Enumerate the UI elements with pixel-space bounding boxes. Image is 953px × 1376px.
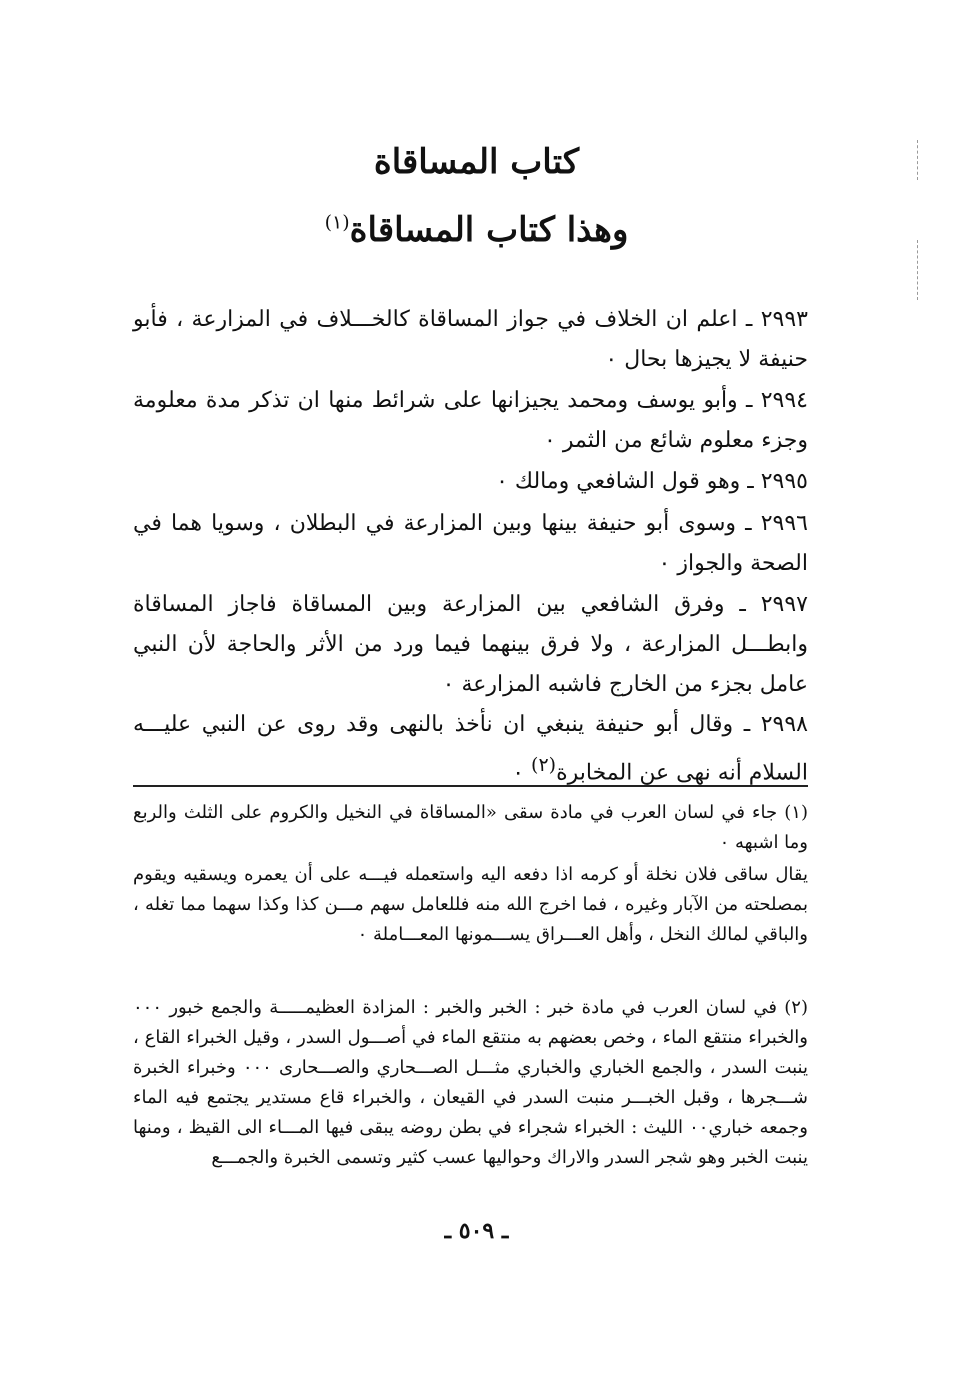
- footnote-separator: [133, 785, 808, 787]
- book-subtitle: [0, 210, 953, 250]
- footnote-1: (١) جاء في لسان العرب في مادة سقى «المساقاة في النخيل والكروم على الثلث والربع وما اشبهه ٠: [133, 802, 808, 853]
- footnote-2: (٢) في لسان العرب في مادة خبر : الخبر والخبر : المزادة العظيمـــــة والجمع خبور ٠٠٠ والخبراء منتقع الماء ، وخص بعضهم به منتقع الماء في أصـــول السدر ، وقيل الخبراء القاع ، ينبت السدر ، والجمع الخباري والخباري مثـــل الصـــحاري والصـــحارى ٠٠٠ وخبراء الخبرة شـــجرها ، وقبل الخبـــر منبت السدر في القيعان ، والخبراء قاع مستدير يجتمع فيه الماء وجمعه خباري٠٠ الليث : الخبراء شجراء في بطن روضه يبقى فيها المـــاء الى القيظ ، ومنها ينبت الخبر وهو شجر السدر والاراك وحواليها عسب كثير وتسمى الخبرة والجمـــع: [133, 997, 809, 1168]
- book-title: كتاب المساقاة: [373, 142, 580, 182]
- paragraph-2996: ٢٩٩٦ ـ وسوى أبو حنيفة بينها وبين المزارعة في البطلان ، وسويا هما في الصحة والجواز ٠: [133, 511, 808, 576]
- paragraph-2998-text: ٢٩٩٨ ـ وقال أبو حنيفة ينبغي ان نأخذ بالنهى وقد روى عن النبي عليـــه السلام أنه نهى عن المخابرة: [133, 712, 808, 786]
- page-number: ـ ٥٠٩ ـ: [444, 1218, 509, 1244]
- paragraph-2997: [133, 585, 808, 705]
- paragraph-end-mark: ٠: [512, 760, 532, 786]
- paragraph-2994: ٢٩٩٤ ـ وأبو يوسف ومحمد يجيزانها على شرائط منها ان تذكر مدة معلومة وجزء معلوم شائع من الثمر ٠: [133, 388, 808, 453]
- paragraph-2993: ٢٩٩٣ ـ اعلم ان الخلاف في جواز المساقاة كالخـــلاف في المزارعة ، فأبو حنيفة لا يجيزها بحال ٠: [133, 307, 808, 372]
- subtitle-text: وهذا كتاب المساقاة: [349, 210, 629, 250]
- paragraph-2998: [133, 705, 808, 793]
- footnote-ref[interactable]: (١): [324, 211, 350, 234]
- paragraph-2995: ٢٩٩٥ ـ وهو قول الشافعي ومالك ٠: [496, 469, 808, 494]
- paragraph-2997-text: ٢٩٩٧ ـ وفرق الشافعي بين المزارعة وبين المساقاة فاجاز المساقاة وابطـــل المزارعة ، ولا فرق بينهما فيما ورد من الأثر والحاجة لأن النبي عامل بجزء من الخارج فاشبه المزارعة ٠: [133, 592, 808, 697]
- footnote-1-continued: يقال ساقى فلان نخلة أو كرمه اذا دفعه اليه واستعمله فيـــه على أن يعمره ويسقيه ويقوم بمصلحته من الآبار وغيره ، فما اخرج الله منه فللعامل سهم مـــن كذا وكذا سهما مما تغله ، والباقي لمالك النخل ، وأهل العـــراق يســـمونها المعـــاملة ٠: [133, 864, 808, 945]
- footnote-ref[interactable]: (٢): [531, 754, 557, 776]
